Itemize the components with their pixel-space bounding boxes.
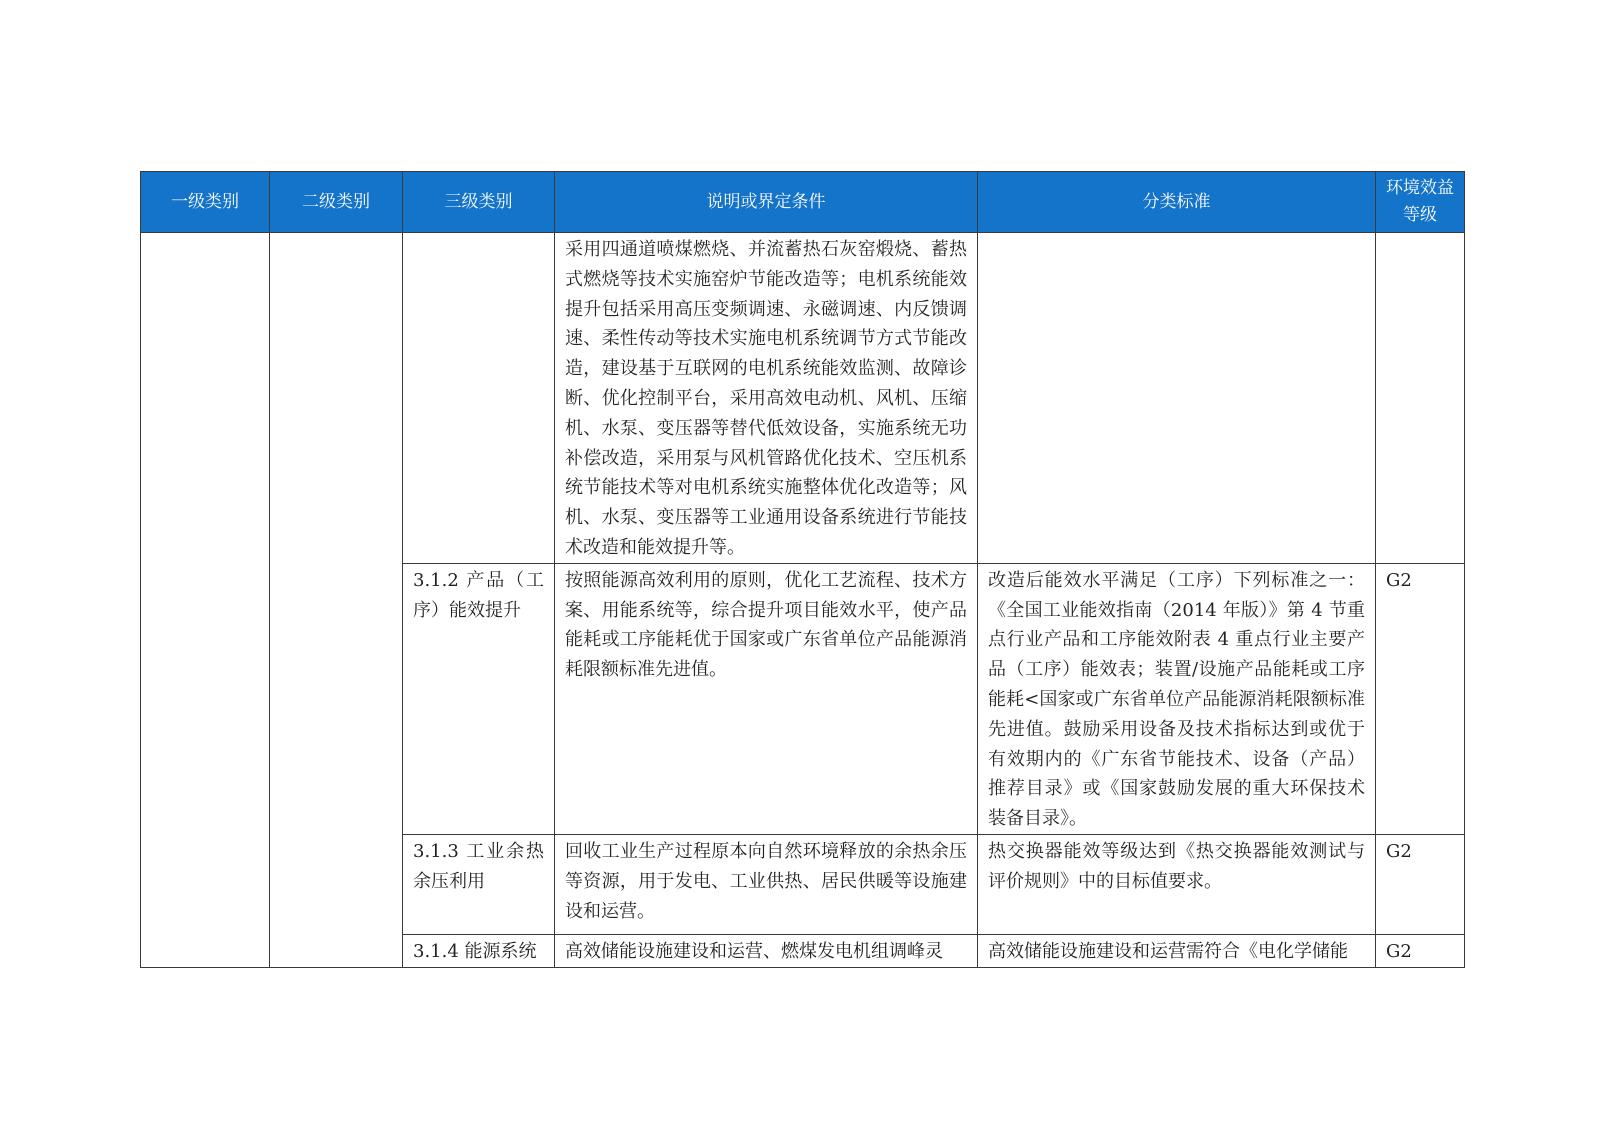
grade-cell: G2: [1376, 834, 1465, 934]
header-level2: 二级类别: [270, 172, 403, 233]
description-cell: 高效储能设施建设和运营、燃煤发电机组调峰灵: [555, 934, 978, 967]
standard-cell: 改造后能效水平满足（工序）下列标准之一：《全国工业能效指南（2014 年版）》第 4 节重点行业产品和工序能效附表 4 重点行业主要产品（工序）能效表；装置/设施产品能耗或工序能耗<国家或广东省单位产品能源消耗限额标准先进值。鼓励采用设备及技术指标达到或优于有效期内的《广东省节能技术、设备（产品）推荐目录》或《国家鼓励发展的重大环保技术装备目录》。: [978, 563, 1376, 834]
header-description: 说明或界定条件: [555, 172, 978, 233]
standard-cell: [978, 233, 1376, 564]
level2-cell: [270, 233, 403, 968]
classification-table: [140, 171, 1465, 968]
level3-cell: 3.1.3 工业余热余压利用: [403, 834, 555, 934]
description-cell: 采用四通道喷煤燃烧、并流蓄热石灰窑煅烧、蓄热式燃烧等技术实施窑炉节能改造等；电机系统能效提升包括采用高压变频调速、永磁调速、内反馈调速、柔性传动等技术实施电机系统调节方式节能改造，建设基于互联网的电机系统能效监测、故障诊断、优化控制平台，采用高效电动机、风机、压缩机、水泵、变压器等替代低效设备，实施系统无功补偿改造，采用泵与风机管路优化技术、空压机系统节能技术等对电机系统实施整体优化改造等；风机、水泵、变压器等工业通用设备系统进行节能技术改造和能效提升等。: [555, 233, 978, 564]
table-row: [141, 233, 1465, 564]
header-level3: 三级类别: [403, 172, 555, 233]
standard-cell: 高效储能设施建设和运营需符合《电化学储能: [978, 934, 1376, 967]
grade-cell: [1376, 233, 1465, 564]
level3-cell: [403, 233, 555, 564]
description-cell: 回收工业生产过程原本向自然环境释放的余热余压等资源，用于发电、工业供热、居民供暖等设施建设和运营。: [555, 834, 978, 934]
header-level1: 一级类别: [141, 172, 270, 233]
table-header-row: [141, 172, 1465, 233]
level1-cell: [141, 233, 270, 968]
grade-cell: G2: [1376, 934, 1465, 967]
header-grade: 环境效益等级: [1376, 172, 1465, 233]
description-cell: 按照能源高效利用的原则，优化工艺流程、技术方案、用能系统等，综合提升项目能效水平，使产品能耗或工序能耗优于国家或广东省单位产品能源消耗限额标准先进值。: [555, 563, 978, 834]
level3-cell: 3.1.4 能源系统: [403, 934, 555, 967]
grade-cell: G2: [1376, 563, 1465, 834]
header-standard: 分类标准: [978, 172, 1376, 233]
standard-cell: 热交换器能效等级达到《热交换器能效测试与评价规则》中的目标值要求。: [978, 834, 1376, 934]
level3-cell: 3.1.2 产品（工序）能效提升: [403, 563, 555, 834]
